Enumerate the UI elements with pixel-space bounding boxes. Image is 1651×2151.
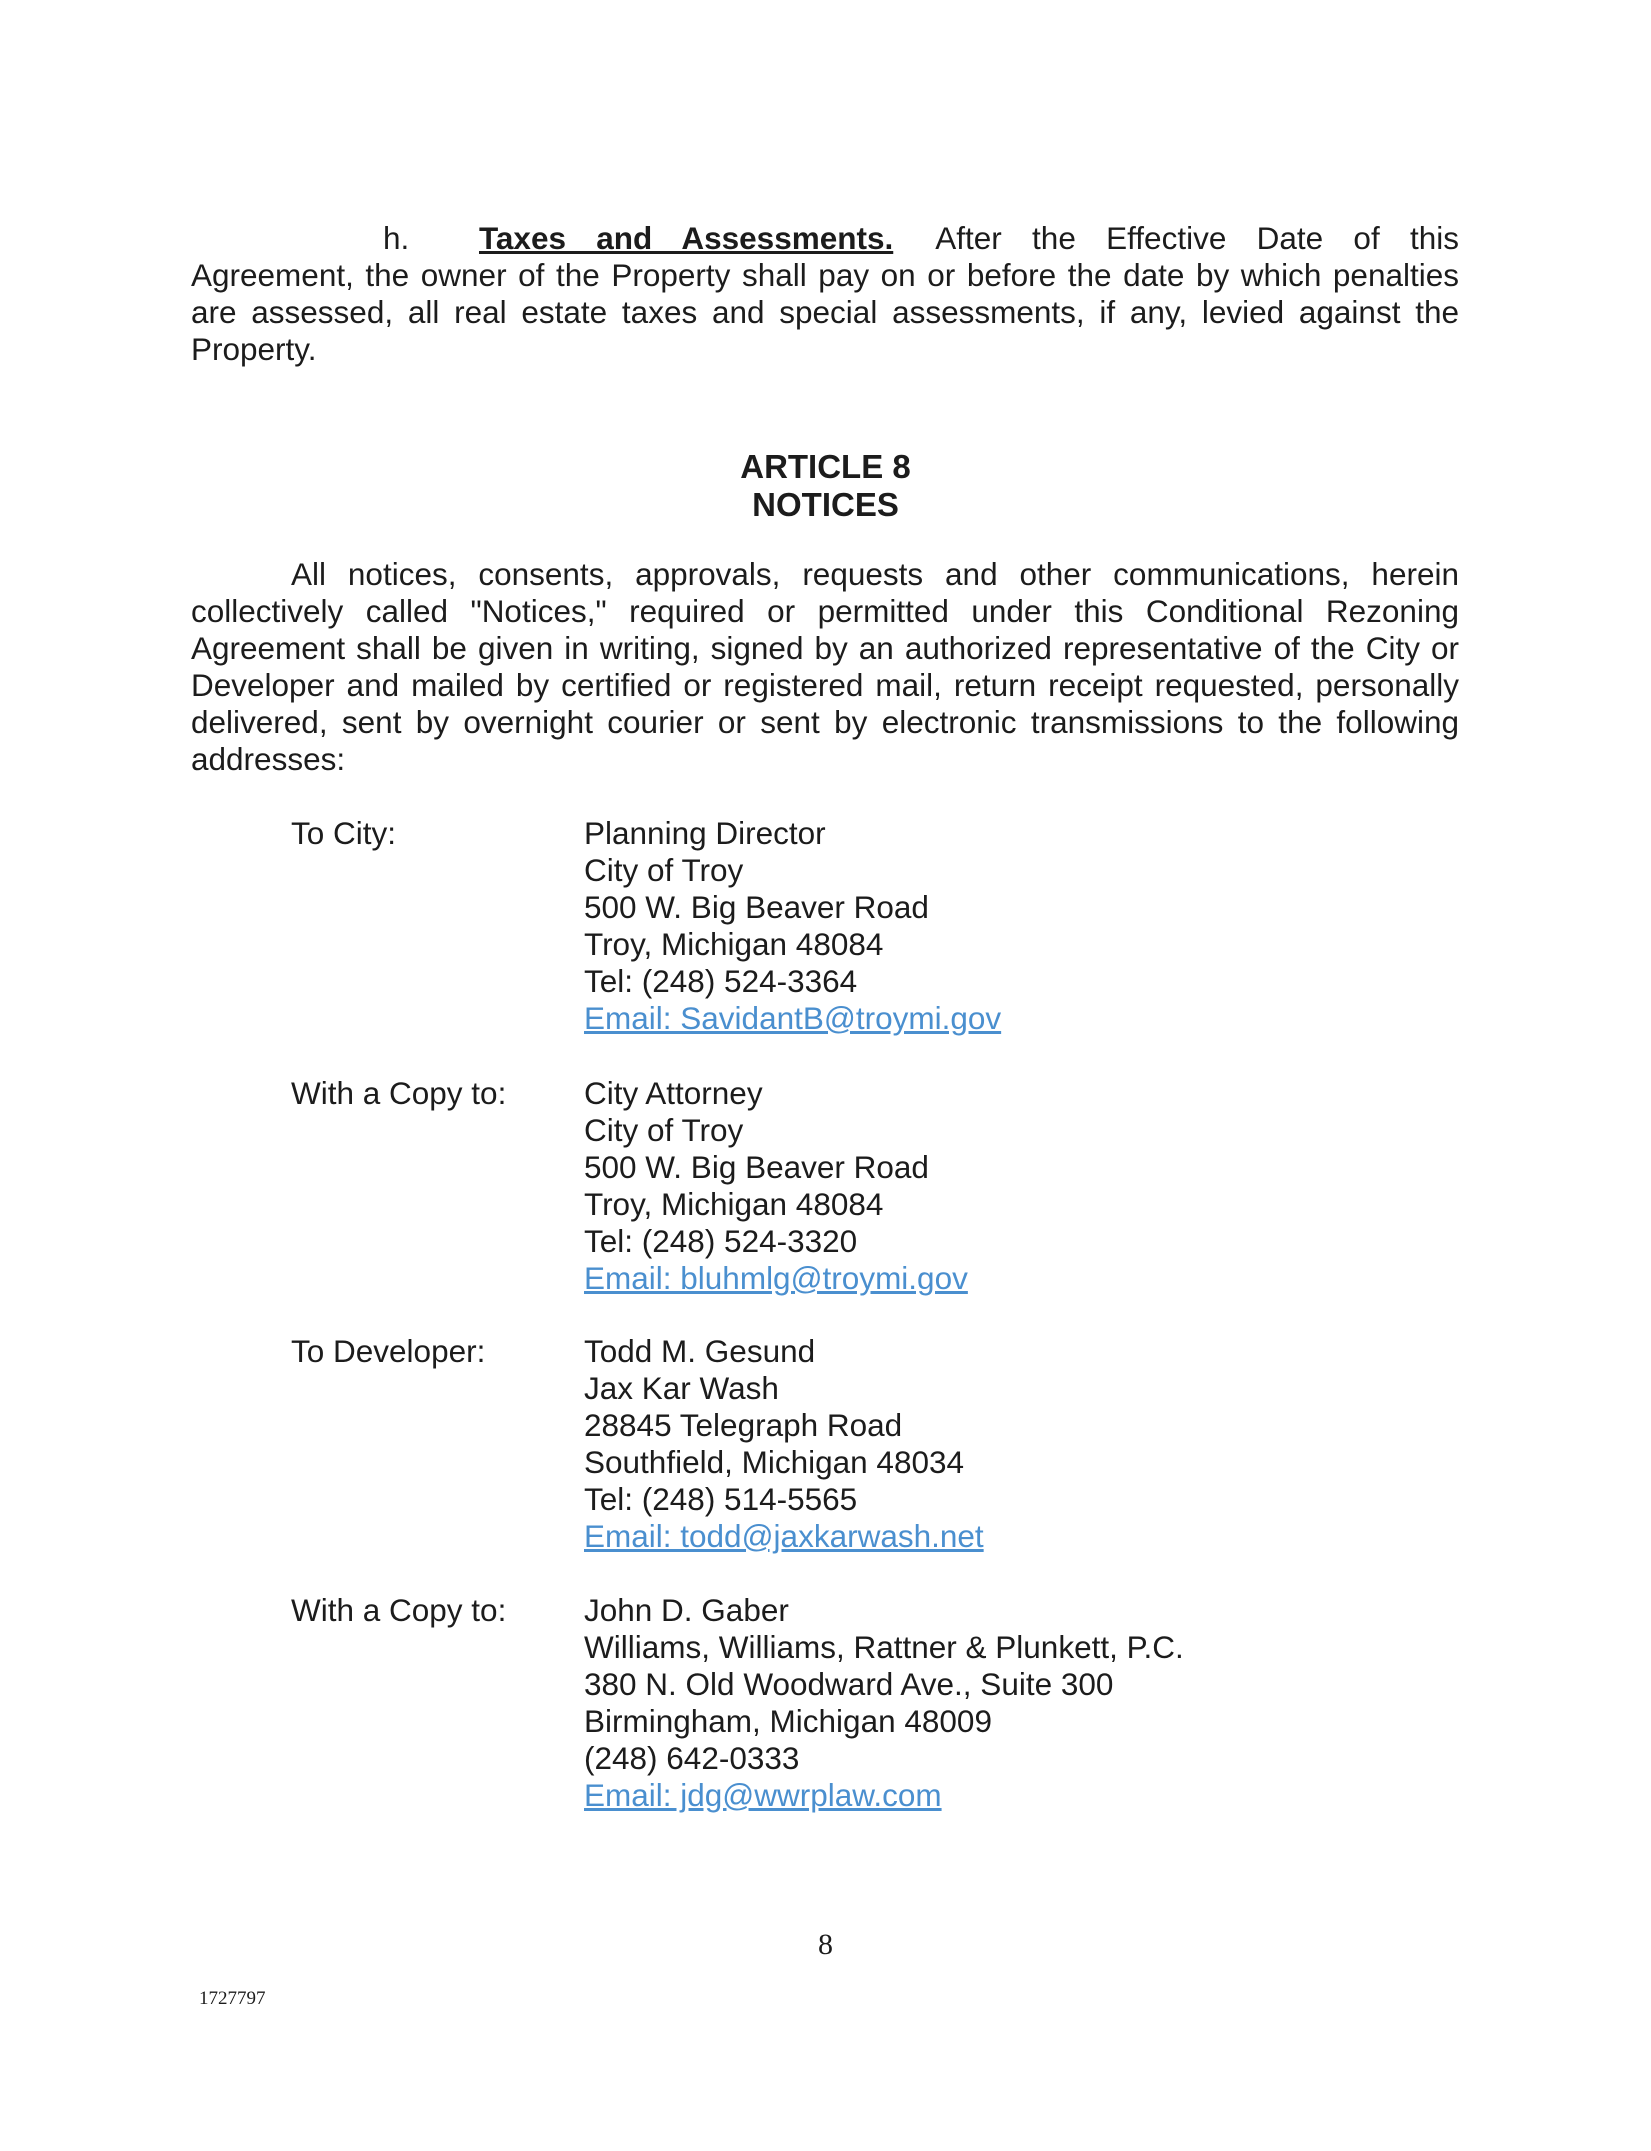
notices-intro-paragraph <box>191 556 1459 778</box>
address-line: John D. Gaber <box>584 1592 789 1628</box>
document-id: 1727797 <box>199 1988 266 2009</box>
party-role: With a Copy to: <box>291 1075 507 1111</box>
address-line: Birmingham, Michigan 48009 <box>584 1703 992 1739</box>
phone-line: Tel: (248) 524-3364 <box>584 963 858 999</box>
party-address <box>584 815 1001 1037</box>
address-line: City Attorney <box>584 1075 763 1111</box>
email-link[interactable]: Email: jdg@wwrplaw.com <box>584 1777 942 1813</box>
address-line: Jax Kar Wash <box>584 1370 779 1406</box>
address-line: Troy, Michigan 48084 <box>584 1186 884 1222</box>
article-title: NOTICES <box>752 486 899 523</box>
party-role: To City: <box>291 815 397 851</box>
intro-text: All notices, consents, approvals, requests and other communications, herein collectively called "Notices," required or permitted under this Conditional Rezoning Agreement shall be given in writing, signed by an authorized representative of the City or Developer and mailed by certified or registered mail, return receipt requested, personally delivered, sent by overnight courier or sent by electronic transmissions to the following addresses: <box>191 556 1459 777</box>
section-text: After the Effective Date of this Agreement, the owner of the Property shall pay on or before the date by which penalties are assessed, all real estate taxes and special assessments, if any, levied against the Property. <box>191 220 1460 367</box>
phone-line: Tel: (248) 514-5565 <box>584 1481 858 1517</box>
phone-line: Tel: (248) 524-3320 <box>584 1223 858 1259</box>
phone-line: (248) 642-0333 <box>584 1740 800 1776</box>
address-line: 500 W. Big Beaver Road <box>584 889 929 925</box>
address-line: 500 W. Big Beaver Road <box>584 1149 929 1185</box>
article-heading <box>0 448 1651 524</box>
party-address <box>584 1592 1184 1814</box>
address-line: Troy, Michigan 48084 <box>584 926 884 962</box>
address-line: 380 N. Old Woodward Ave., Suite 300 <box>584 1666 1114 1702</box>
section-letter: h. <box>383 220 410 256</box>
article-number: ARTICLE 8 <box>740 448 911 485</box>
address-line: Southfield, Michigan 48034 <box>584 1444 965 1480</box>
section-title: Taxes and Assessments. <box>479 220 894 256</box>
address-line: Todd M. Gesund <box>584 1333 816 1369</box>
email-link[interactable]: Email: todd@jaxkarwash.net <box>584 1518 984 1554</box>
party-role: To Developer: <box>291 1333 486 1369</box>
address-line: City of Troy <box>584 1112 744 1148</box>
address-line: 28845 Telegraph Road <box>584 1407 903 1443</box>
address-line: Planning Director <box>584 815 826 851</box>
page-number: 8 <box>818 1928 833 1961</box>
party-address <box>584 1075 968 1297</box>
email-link[interactable]: Email: SavidantB@troymi.gov <box>584 1000 1002 1036</box>
party-address <box>584 1333 984 1555</box>
party-role: With a Copy to: <box>291 1592 507 1628</box>
email-link[interactable]: Email: bluhmlg@troymi.gov <box>584 1260 968 1296</box>
address-line: City of Troy <box>584 852 744 888</box>
address-line: Williams, Williams, Rattner & Plunkett, P.C. <box>584 1629 1184 1665</box>
section-h-paragraph <box>191 220 1459 368</box>
